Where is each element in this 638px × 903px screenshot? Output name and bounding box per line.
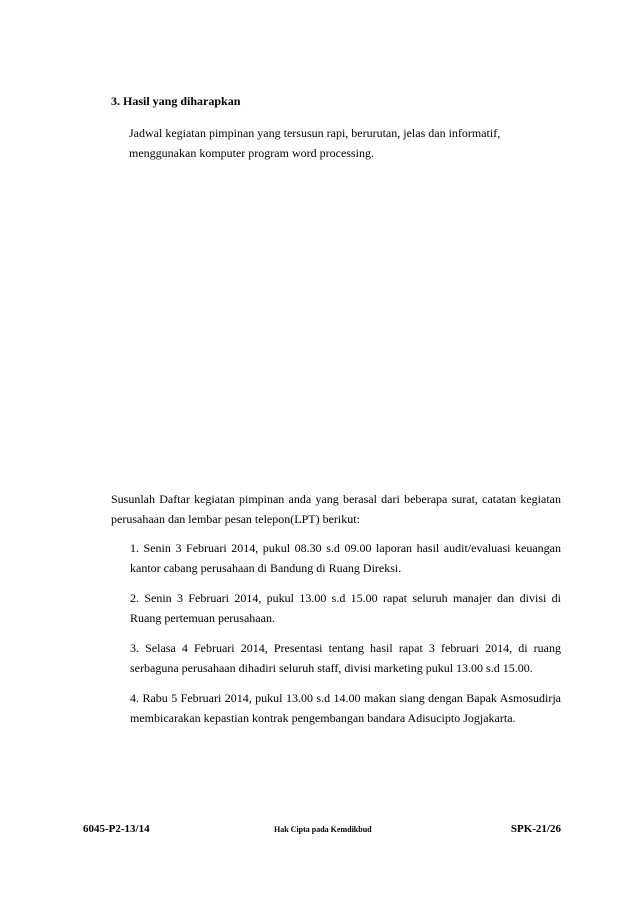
footer-copyright: Hak Cipta pada Kemdikbud	[274, 825, 372, 834]
task-intro: Susunlah Daftar kegiatan pimpinan anda yang berasal dari beberapa surat, catatan kegiatan perusahaan dan lembar pesan telepon(LPT) berikut:	[111, 492, 561, 526]
activity-item-1: 1. Senin 3 Februari 2014, pukul 08.30 s.d 09.00 laporan hasil audit/evaluasi keuangan kantor cabang perusahaan di Bandung di Ruang Direksi.	[130, 541, 561, 575]
section-heading: 3. Hasil yang diharapkan	[111, 94, 241, 108]
activity-item-4: 4. Rabu 5 Februari 2014, pukul 13.00 s.d 14.00 makan siang dengan Bapak Asmosudirja membicarakan kepastian kontrak pengembangan bandara Adisucipto Jogjakarta.	[130, 691, 561, 725]
activity-item-3: 3. Selasa 4 Februari 2014, Presentasi tentang hasil rapat 3 februari 2014, di ruang serbaguna perusahaan dihadiri seluruh staff, divisi marketing pukul 13.00 s.d 15.00.	[130, 641, 561, 675]
activity-list	[130, 538, 561, 738]
expected-result-text: Jadwal kegiatan pimpinan yang tersusun rapi, berurutan, jelas dan informatif, menggunakan komputer program word processing.	[129, 126, 501, 160]
footer-page-number: SPK-21/26	[510, 823, 561, 835]
footer-document-code: 6045-P2-13/14	[83, 823, 150, 835]
activity-item-2: 2. Senin 3 Februari 2014, pukul 13.00 s.d 15.00 rapat seluruh manajer dan divisi di Ruang pertemuan perusahaan.	[130, 591, 561, 625]
